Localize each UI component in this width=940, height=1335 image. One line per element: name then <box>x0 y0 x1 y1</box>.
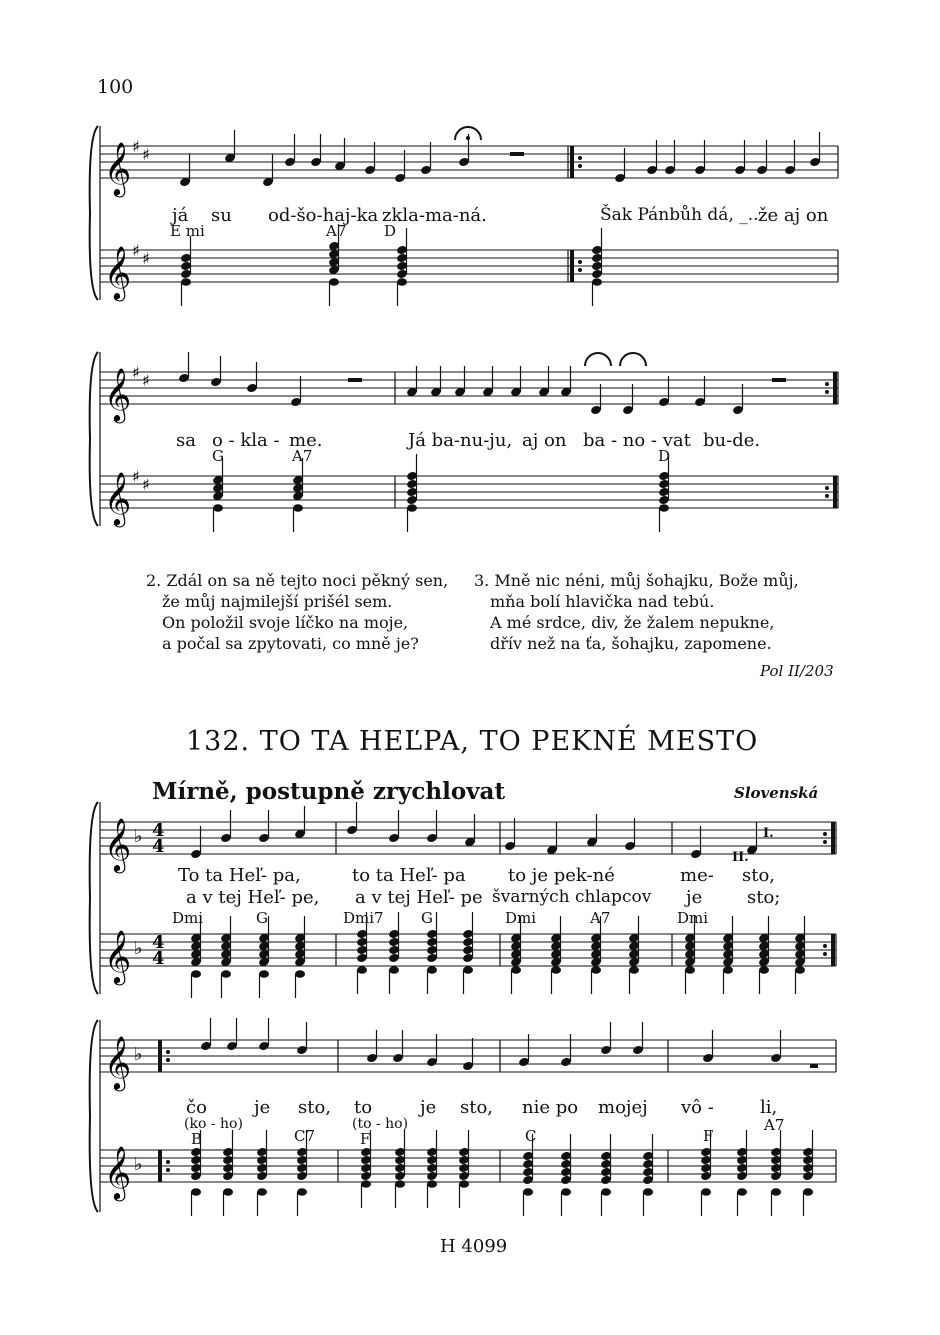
system-brace <box>90 352 98 526</box>
note-head <box>723 966 733 974</box>
treble-clef-icon: 𝄞 <box>104 929 132 983</box>
note-head <box>592 278 602 286</box>
treble-clef-icon: 𝄞 <box>104 471 132 525</box>
lyric: je <box>686 887 703 908</box>
verse-line: A mé srdce, div, že žalem nepukne, <box>490 613 775 632</box>
footer-code: H 4099 <box>440 1236 508 1257</box>
lyric-alt: (to - ho) <box>352 1116 409 1132</box>
note-head <box>427 966 437 974</box>
note-head <box>259 970 269 978</box>
verse-line: On položil svoje líčko na moje, <box>162 613 409 632</box>
chord-symbol: F <box>360 1130 371 1148</box>
note-head <box>601 1188 611 1196</box>
key-signature-sharp: ♯ <box>142 475 150 494</box>
lyric: Šak Pánbůh dá, _.. <box>600 205 759 225</box>
chord-symbol: Dmi <box>172 909 204 927</box>
lyric: to je pek-né <box>508 865 615 886</box>
lyric: bu-de. <box>703 430 761 451</box>
lyric: To ta Heľ- pa, <box>178 865 301 886</box>
verse-line: dřív než na ťa, šohajku, zapomene. <box>490 634 772 653</box>
repeat-dot <box>823 840 827 844</box>
lyric: aj on <box>522 430 567 451</box>
lyric: je <box>254 1097 271 1118</box>
key-signature-flat: ♭ <box>134 1044 143 1065</box>
lyric: sa <box>176 430 196 451</box>
note-head <box>629 966 639 974</box>
key-signature-sharp: ♯ <box>132 363 140 382</box>
note-head <box>737 1188 747 1196</box>
treble-clef-icon: 𝄞 <box>104 817 132 871</box>
key-signature-sharp: ♯ <box>142 145 150 164</box>
tempo-marking: Mírně, postupně zrychlovat <box>152 778 506 805</box>
time-signature: 4 <box>152 820 165 841</box>
lyric: li, <box>760 1097 778 1118</box>
rest <box>510 152 524 156</box>
volta-two: II. <box>732 850 749 865</box>
verse-line: a počal sa zpytovati, co mně je? <box>162 634 419 653</box>
chord-symbol: Dmi <box>677 909 709 927</box>
lyric: já <box>172 205 189 226</box>
lyric: a v tej Heľ- pe <box>355 887 483 908</box>
key-signature-sharp: ♯ <box>142 249 150 268</box>
note-head <box>389 966 399 974</box>
repeat-dot <box>166 1160 170 1164</box>
fermata-icon <box>585 353 611 366</box>
key-signature-sharp: ♯ <box>132 467 140 486</box>
chord-symbol: E mi <box>170 222 205 240</box>
repeat-dot <box>578 260 582 264</box>
note-head <box>685 966 695 974</box>
verse-line: 2. Zdál on sa ně tejto noci pěkný sen, <box>146 571 449 590</box>
chord-symbol: A7 <box>590 909 611 927</box>
rest <box>348 378 362 382</box>
chord-symbol: B <box>191 1130 203 1148</box>
lyric: mojej <box>598 1097 648 1118</box>
lyric: me. <box>289 430 323 451</box>
repeat-dot <box>166 1050 170 1054</box>
lyric: ba - no - vat <box>583 430 691 451</box>
note-head <box>293 504 303 512</box>
lyric: sto, <box>298 1097 332 1118</box>
lyric: sto, <box>460 1097 494 1118</box>
repeat-dot <box>166 1168 170 1172</box>
note-head <box>659 504 669 512</box>
chord-symbol: A7 <box>326 222 347 240</box>
note-head <box>257 1188 267 1196</box>
repeat-dot <box>578 164 582 168</box>
note-head <box>221 970 231 978</box>
note-head <box>297 1188 307 1196</box>
note-head <box>591 966 601 974</box>
lyric: od-šo-haj-ka <box>268 205 379 226</box>
time-signature: 4 <box>152 948 165 969</box>
system-brace <box>90 126 98 300</box>
lyric: zkla-ma-ná. <box>382 205 487 226</box>
repeat-dot <box>823 832 827 836</box>
lyric: Já ba-nu-ju, <box>408 430 513 451</box>
treble-clef-icon: 𝄞 <box>104 1145 132 1199</box>
note-head <box>795 966 805 974</box>
chord-symbol: Dmi7 <box>343 909 384 927</box>
chord-symbol: G <box>212 447 224 465</box>
fermata-icon <box>620 353 646 366</box>
chord-symbol: A7 <box>764 1116 785 1134</box>
key-signature-flat: ♭ <box>134 1154 143 1175</box>
note-head <box>361 1180 371 1188</box>
note-head <box>459 1180 469 1188</box>
lyric: me- <box>680 865 714 886</box>
treble-clef-icon: 𝄞 <box>104 245 132 299</box>
key-signature-flat: ♭ <box>134 938 143 959</box>
note-head <box>803 1188 813 1196</box>
lyric: sto; <box>747 887 781 908</box>
key-signature-sharp: ♯ <box>142 371 150 390</box>
note-head <box>759 966 769 974</box>
rest <box>772 378 786 382</box>
note-head <box>223 1188 233 1196</box>
note-head <box>551 966 561 974</box>
lyric: su <box>211 205 232 226</box>
lyric-alt: (ko - ho) <box>184 1116 243 1132</box>
repeat-dot <box>578 156 582 160</box>
repeat-dot <box>825 382 829 386</box>
source-reference: Pol II/203 <box>760 662 834 680</box>
lyric: švarných chlapcov <box>492 887 652 907</box>
repeat-dot <box>823 952 827 956</box>
lyric: a v tej Heľ- pe, <box>186 887 320 908</box>
note-head <box>523 1188 533 1196</box>
song-title: 132. TO TA HEĽPA, TO PEKNÉ MESTO <box>186 726 759 757</box>
lyric: to ta Heľ- pa <box>352 865 466 886</box>
repeat-dot <box>578 268 582 272</box>
song-origin: Slovenská <box>734 784 819 802</box>
chord-symbol: F <box>703 1127 714 1145</box>
chord-symbol: A7 <box>292 447 313 465</box>
chord-symbol: C7 <box>294 1127 316 1145</box>
system-brace <box>90 802 98 994</box>
note-head <box>561 1188 571 1196</box>
chord-symbol: D <box>384 222 397 240</box>
time-signature: 4 <box>152 932 165 953</box>
fermata-icon <box>466 136 470 140</box>
chord-symbol: Dmi <box>505 909 537 927</box>
rest <box>810 1064 818 1068</box>
repeat-dot <box>823 944 827 948</box>
lyric: vô - <box>681 1097 714 1118</box>
verse-3 <box>474 570 799 654</box>
note-head <box>395 1180 405 1188</box>
note-head <box>213 504 223 512</box>
note-head <box>181 278 191 286</box>
note-head <box>329 278 339 286</box>
treble-clef-icon: 𝄞 <box>104 141 132 195</box>
chord-symbol: D <box>658 447 671 465</box>
volta-one: I. <box>763 826 774 841</box>
repeat-dot <box>166 1058 170 1062</box>
chord-symbol: G <box>421 909 433 927</box>
verse-line: mňa bolí hlavička nad tebú. <box>490 592 715 611</box>
key-signature-sharp: ♯ <box>132 241 140 260</box>
verse-2 <box>146 570 448 654</box>
verse-line: že můj najmilejší prišél sem. <box>162 592 393 611</box>
system-brace <box>90 1020 98 1212</box>
repeat-dot <box>825 494 829 498</box>
note-head <box>643 1188 653 1196</box>
note-head <box>397 278 407 286</box>
lyric: je <box>420 1097 437 1118</box>
note-head <box>511 966 521 974</box>
key-signature-flat: ♭ <box>134 826 143 847</box>
page-number: 100 <box>97 76 134 98</box>
treble-clef-icon: 𝄞 <box>104 1035 132 1089</box>
lyric: nie po <box>522 1097 579 1118</box>
note-head <box>295 970 305 978</box>
note-head <box>463 966 473 974</box>
lyric: čo <box>186 1097 207 1118</box>
lyric: sto, <box>742 865 776 886</box>
repeat-dot <box>825 486 829 490</box>
note-head <box>427 1180 437 1188</box>
treble-clef-icon: 𝄞 <box>104 367 132 421</box>
time-signature: 4 <box>152 836 165 857</box>
chord-symbol: C <box>525 1127 537 1145</box>
repeat-dot <box>825 390 829 394</box>
key-signature-sharp: ♯ <box>132 137 140 156</box>
note-head <box>191 1188 201 1196</box>
lyric: to <box>354 1097 373 1118</box>
lyric: o - kla - <box>212 430 280 451</box>
note-head <box>357 966 367 974</box>
note-head <box>191 970 201 978</box>
verse-line: 3. Mně nic néni, můj šohajku, Bože můj, <box>474 571 799 590</box>
note-head <box>407 504 417 512</box>
chord-symbol: G <box>256 909 268 927</box>
lyric: že aj on <box>758 205 829 226</box>
note-head <box>771 1188 781 1196</box>
note-head <box>701 1188 711 1196</box>
